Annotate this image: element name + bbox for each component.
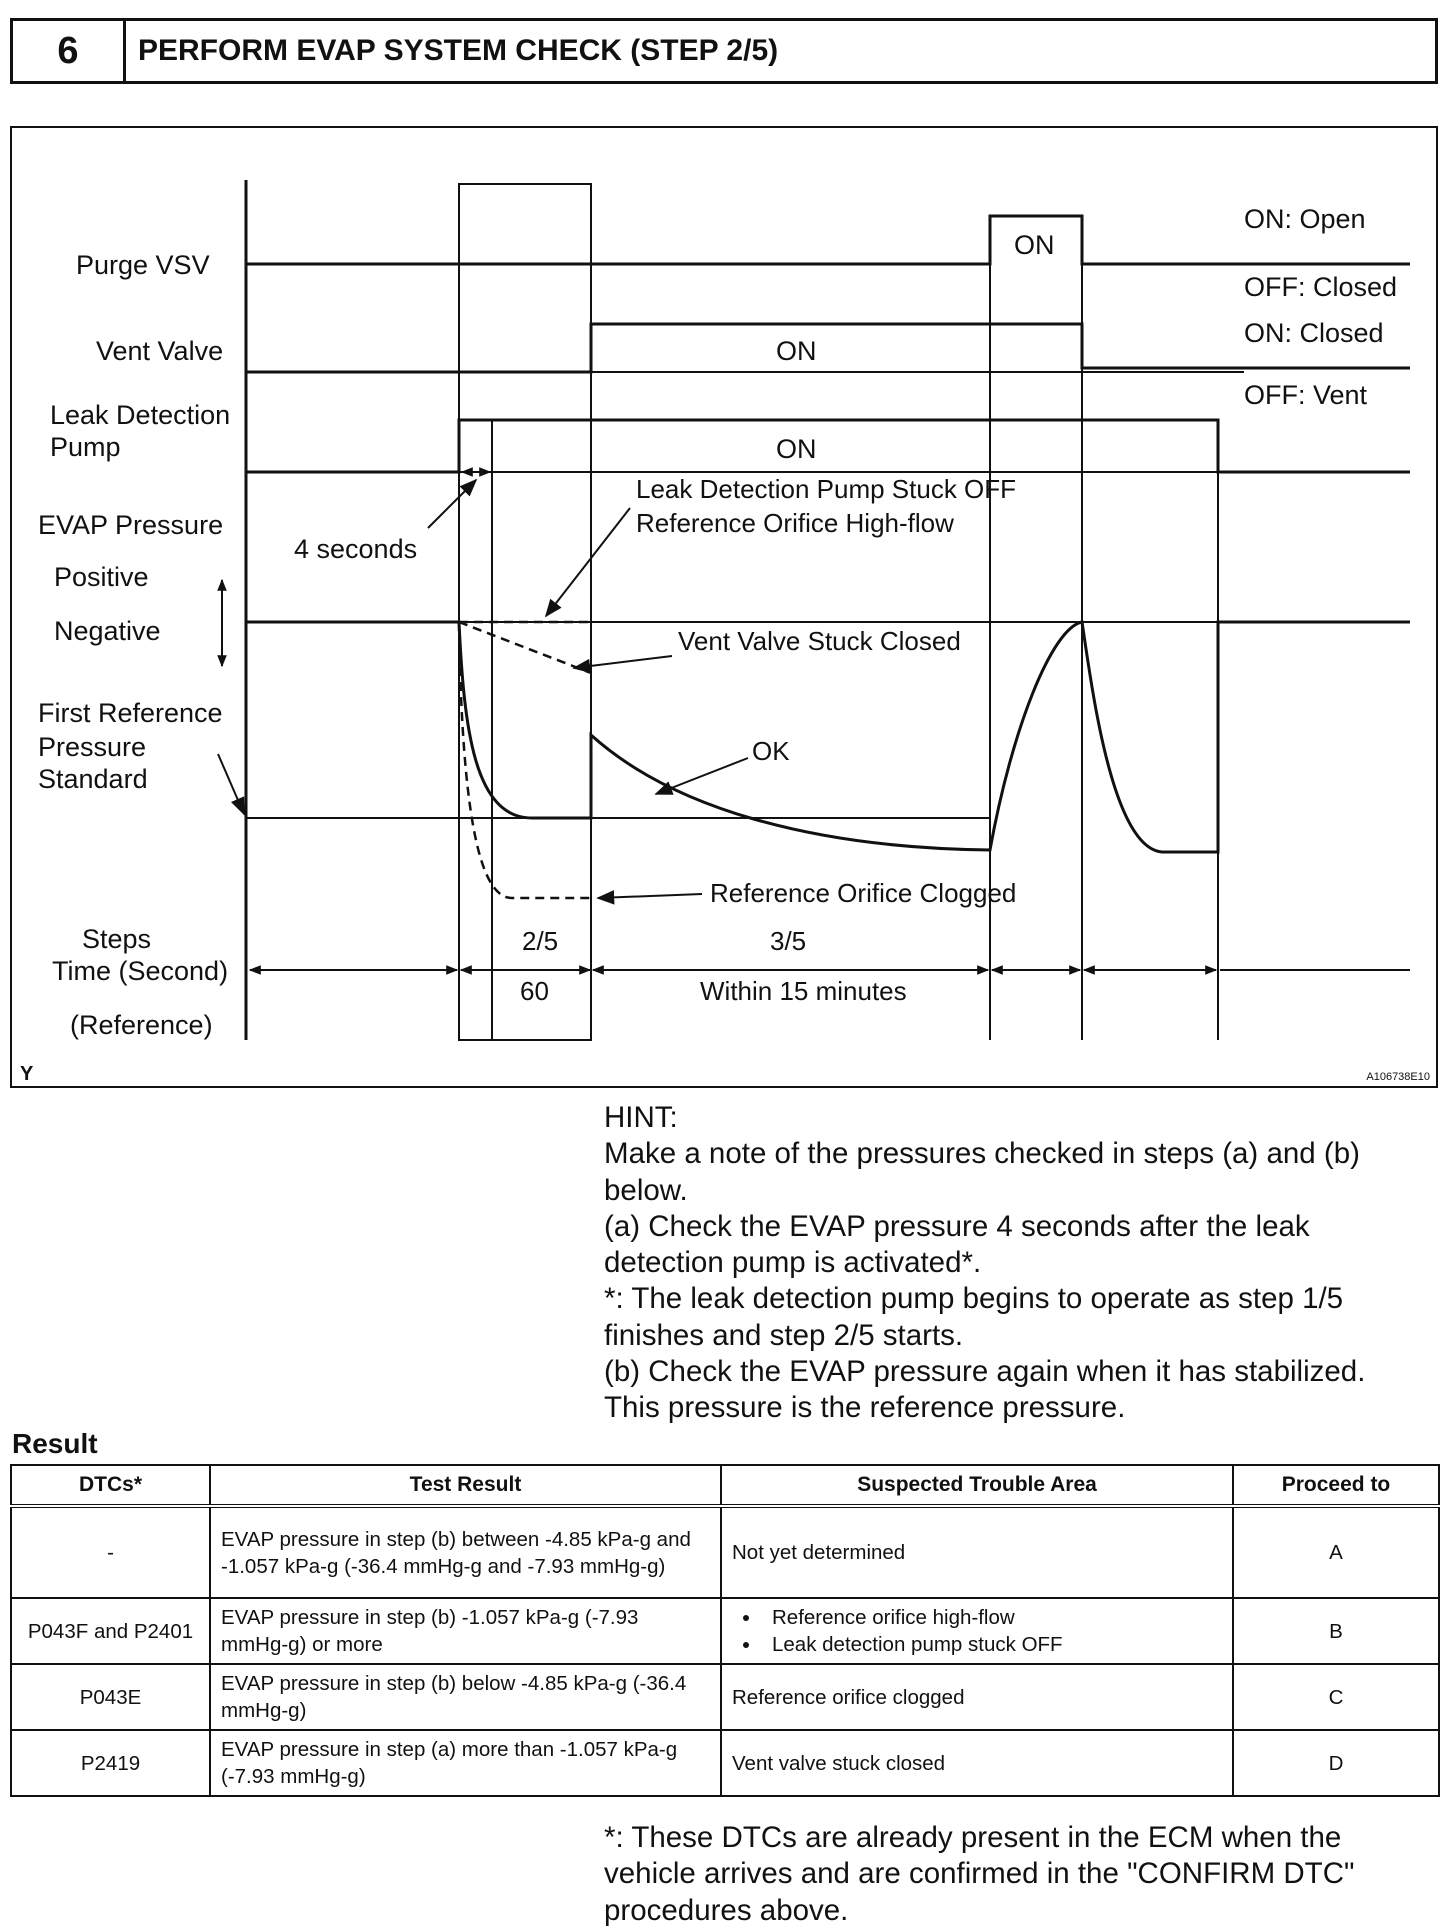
label-positive: Positive [54,562,149,592]
table-row [11,1664,1439,1730]
hint-line: *: The leak detection pump begins to operate as step 1/5 finishes and step 2/5 starts. [604,1282,1344,1352]
label-steps: Steps [82,924,152,954]
step-number: 6 [13,21,126,81]
label-leak-pump-1: Leak Detection [50,400,231,430]
label-leak-pump-2: Pump [50,432,121,462]
table-row [11,1598,1439,1664]
label-reference: (Reference) [70,1010,213,1040]
time-15min-label: Within 15 minutes [700,976,907,1006]
label-first-ref-1: First Reference [38,698,223,728]
table-header-row [11,1465,1439,1506]
annotation-ok: OK [752,736,790,766]
dtc-cell: P043F and P2401 [11,1598,210,1664]
figure-id: A106738E10 [1366,1071,1430,1083]
hint-line: Make a note of the pressures checked in steps (a) and (b) below. [604,1137,1360,1207]
corner-label: Y [20,1063,34,1085]
step-2-5-label: 2/5 [522,926,559,956]
test-result-cell: EVAP pressure in step (b) -1.057 kPa-g (-7.93 mmHg-g) or more [210,1598,721,1664]
annotation-stuck-off-2: Reference Orifice High-flow [636,508,954,538]
result-heading: Result [12,1428,98,1459]
legend-off-vent: OFF: Vent [1244,380,1368,410]
step-3-5-label: 3/5 [770,926,807,956]
suspected-area-cell: Reference orifice clogged [721,1664,1233,1730]
header-test-result: Test Result [210,1465,721,1506]
table-row [11,1730,1439,1796]
vent-valve-signal [246,324,1410,372]
proceed-cell: D [1233,1730,1439,1796]
proceed-cell: B [1233,1598,1439,1664]
dtc-cell: P2419 [11,1730,210,1796]
label-vent-valve: Vent Valve [96,336,224,366]
proceed-cell: A [1233,1506,1439,1598]
timing-diagram [10,126,1438,1088]
label-first-ref-2: Pressure [38,732,147,762]
step-header [10,18,1438,84]
header-suspected-area: Suspected Trouble Area [721,1465,1233,1506]
annotation-vent-stuck: Vent Valve Stuck Closed [678,626,961,656]
four-seconds-label: 4 seconds [294,534,418,564]
footnote: *: These DTCs are already present in the ECM when the vehicle arrives and are confirmed in the "CONFIRM DTC" procedures above. [604,1821,1355,1927]
label-time: Time (Second) [52,956,229,986]
proceed-cell: C [1233,1664,1439,1730]
label-evap-pressure: EVAP Pressure [38,510,224,540]
leak-pump-signal [246,420,1410,472]
pressure-curves [246,622,1410,898]
four-seconds-indicator [294,472,490,564]
label-negative: Negative [54,616,161,646]
legend-labels [1244,204,1397,410]
legend-on-closed: ON: Closed [1244,318,1384,348]
hint-block [604,1100,1424,1427]
clogged-dashed [459,622,591,898]
timing-diagram-svg [12,128,1440,1090]
hint-line: (a) Check the EVAP pressure 4 seconds after the leak detection pump is activated*. [604,1209,1310,1280]
vent-stuck-dashed [459,622,591,673]
label-purge-vsv: Purge VSV [76,250,210,280]
suspected-area-item: • Leak detection pump stuck OFF [762,1631,1222,1658]
suspected-area-item: • Reference orifice high-flow [762,1604,1222,1631]
purge-on-label: ON [1014,230,1055,260]
header-proceed-to: Proceed to [1233,1465,1439,1506]
suspected-area-cell [721,1598,1233,1664]
diagram-labels [38,250,230,1040]
hint-heading: HINT: [604,1101,678,1134]
dtc-cell: P043E [11,1664,210,1730]
purge-vsv-signal [246,216,1410,264]
suspected-area-cell: Vent valve stuck closed [721,1730,1233,1796]
diagram-grid [246,180,1410,1040]
legend-off-closed: OFF: Closed [1244,272,1398,302]
label-first-ref-3: Standard [38,764,148,794]
vent-on-label: ON [776,336,817,366]
steps-row [250,926,1410,1006]
test-result-cell: EVAP pressure in step (a) more than -1.057 kPa-g (-7.93 mmHg-g) [210,1730,721,1796]
result-table [10,1464,1440,1797]
table-row [11,1506,1439,1598]
annotation-stuck-off-1: Leak Detection Pump Stuck OFF [636,474,1017,504]
pump-on-label: ON [776,434,817,464]
legend-on-open: ON: Open [1244,204,1366,234]
header-dtcs: DTCs* [11,1465,210,1506]
suspected-area-cell: Not yet determined [721,1506,1233,1598]
annotation-clogged: Reference Orifice Clogged [710,878,1017,908]
test-result-cell: EVAP pressure in step (b) below -4.85 kPa-g (-36.4 mmHg-g) [210,1664,721,1730]
time-60-label: 60 [520,976,549,1006]
step-title: PERFORM EVAP SYSTEM CHECK (STEP 2/5) [138,34,779,67]
test-result-cell: EVAP pressure in step (b) between -4.85 kPa-g and -1.057 kPa-g (-36.4 mmHg-g and -7.93 mmHg-g) [210,1506,721,1598]
signal-waveforms [246,216,1410,472]
hint-line: (b) Check the EVAP pressure again when it has stabilized. This pressure is the reference pressure. [604,1355,1366,1425]
dtc-cell: - [11,1506,210,1598]
